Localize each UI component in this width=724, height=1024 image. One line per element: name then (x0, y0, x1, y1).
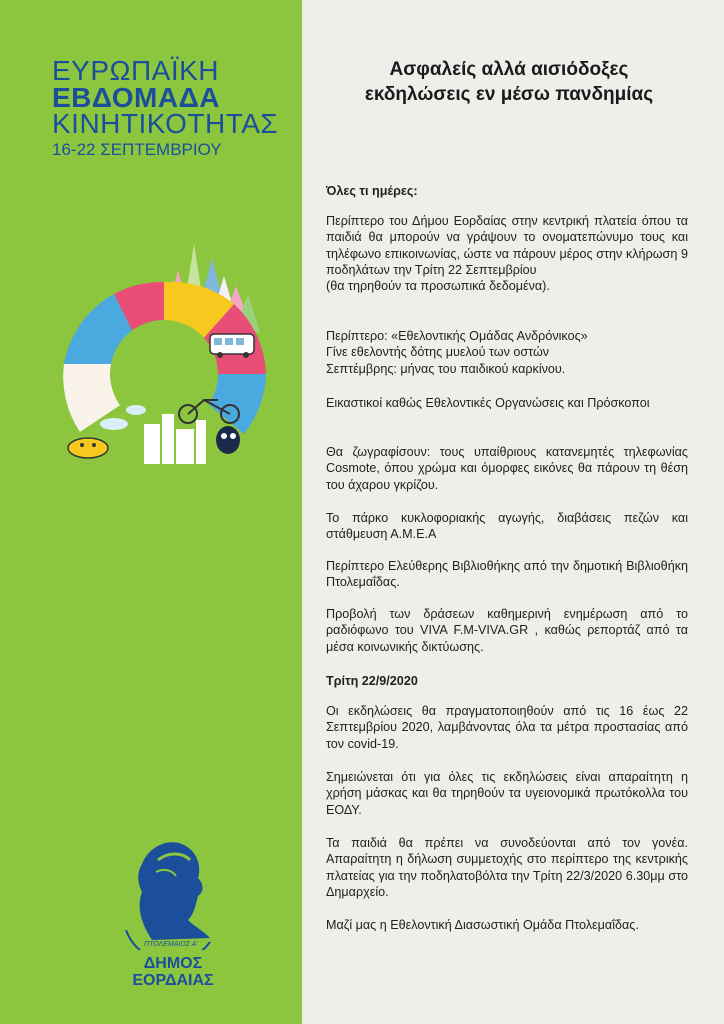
municipality-line1: ΔΗΜΟΣ (143, 955, 203, 972)
volunteer-kiosk-line2: Γίνε εθελοντής δότης μυελού των οστών (326, 345, 550, 360)
event-title-block (52, 55, 292, 159)
paragraph-painting: Θα ζωγραφίσουν: τους υπαίθριους κατανεμητές τηλεφωνίας Cosmote, όπου χρώμα και όμορφες εικόνες θα πάρουν τη θέση του άχαρου γκρίζου. (326, 445, 688, 492)
paragraph-traffic-park: Το πάρκο κυκλοφοριακής αγωγής, διαβάσεις πεζών και στάθμευση Α.Μ.Ε.Α (326, 511, 688, 542)
kiosk-lottery-text: Περίπτερο του Δήμου Εορδαίας στην κεντρική πλατεία όπου τα παιδιά θα μπορούν να γράψουν το ονοματεπώνυμο τους και τηλέφωνο επικοινωνίας, ώστε να πάρουν μέρος στην κλήρωση 9 ποδηλάτων την Τρίτη 22 Σεπτεμβρίου (326, 214, 688, 278)
page-title (328, 58, 690, 107)
paragraph-masks: Σημειώνεται ότι για όλες τις εκδηλώσεις είναι απαραίτητη η χρήση μάσκας και θα τηρηθούν τα υγειονομικά πρωτόκολλα του ΕΟΔΥ. (326, 770, 688, 817)
volunteer-kiosk-line1: Περίπτερο: «Εθελοντικής Ομάδας Ανδρόνικος» (326, 329, 588, 343)
paragraph-volunteer-kiosk (326, 328, 688, 377)
event-title-line2: ΕΒΔΟΜΑΔΑ (52, 81, 220, 113)
page-title-line2: εκδηλώσεις εν μέσω πανδημίας (364, 83, 654, 105)
page-title-line1: Ασφαλείς αλλά αισιόδοξες (389, 59, 629, 80)
paragraph-radio: Προβολή των δράσεων καθημερινή ενημέρωση από το ραδιόφωνο του VIVA F.M-VIVA.GR , καθώς ρεπορτάζ από τα μέσα κοινωνικής δικτύωσης. (326, 607, 688, 654)
heading-all-days: Όλες τι ημέρες: (326, 184, 418, 198)
heading-date: Τρίτη 22/9/2020 (326, 674, 418, 688)
event-title-line3: ΚΙΝΗΤΙΚΟΤΗΤΑΣ (52, 108, 279, 140)
sidebar-green-panel (0, 0, 302, 1024)
kiosk-lottery-note: (θα τηρηθούν τα προσωπικά δεδομένα). (326, 279, 550, 294)
paragraph-kiosk-lottery (326, 213, 688, 295)
svg-text:ΠΤΟΛΕΜΑΙΟΣ Α': ΠΤΟΛΕΜΑΙΟΣ Α' (144, 941, 198, 948)
car-icon (68, 438, 108, 458)
municipality-name (118, 956, 228, 990)
event-dates: 16-22 ΣΕΠΤΕΜΒΡΙΟΥ (52, 139, 222, 159)
paragraph-artists: Εικαστικοί καθώς Εθελοντικές Οργανώσεις και Πρόσκοποι (326, 396, 650, 410)
municipality-line2: ΕΟΡΔΑΙΑΣ (132, 971, 214, 989)
character-icon (216, 426, 240, 454)
paragraph-parents: Τα παιδιά θα πρέπει να συνοδεύονται από τον γονέα. Απαραίτητη η δήλωση συμμετοχής στο περίπτερο της κεντρικής πλατείας για την ποδηλατοβόλτα την Τρίτη 22/3/2020 6.30μμ στο Δημαρχείο. (326, 836, 688, 900)
volunteer-kiosk-line3: Σεπτέμβρης: μήνας του παιδικού καρκίνου. (326, 361, 566, 376)
paragraph-dates-covid: Οι εκδηλώσεις θα πραγματοποιηθούν από τις 16 έως 22 Σεπτεμβρίου 2020, λαμβάνοντας όλα τα μέτρα προστασίας από τον covid-19. (326, 704, 688, 751)
mobility-week-ring-illustration (44, 224, 284, 474)
paragraph-rescue-team: Μαζί μας η Εθελοντική Διασωστική Ομάδα Πτολεμαΐδας. (326, 918, 639, 932)
ptolemy-head-logo-icon (112, 830, 222, 950)
event-title-line1: ΕΥΡΩΠΑΪΚΗ (52, 55, 220, 86)
bus-icon (210, 334, 254, 358)
paragraph-library: Περίπτερο Ελεύθερης Βιβλιοθήκης από την δημοτική Βιβλιοθήκη Πτολεμαΐδας. (326, 559, 688, 590)
